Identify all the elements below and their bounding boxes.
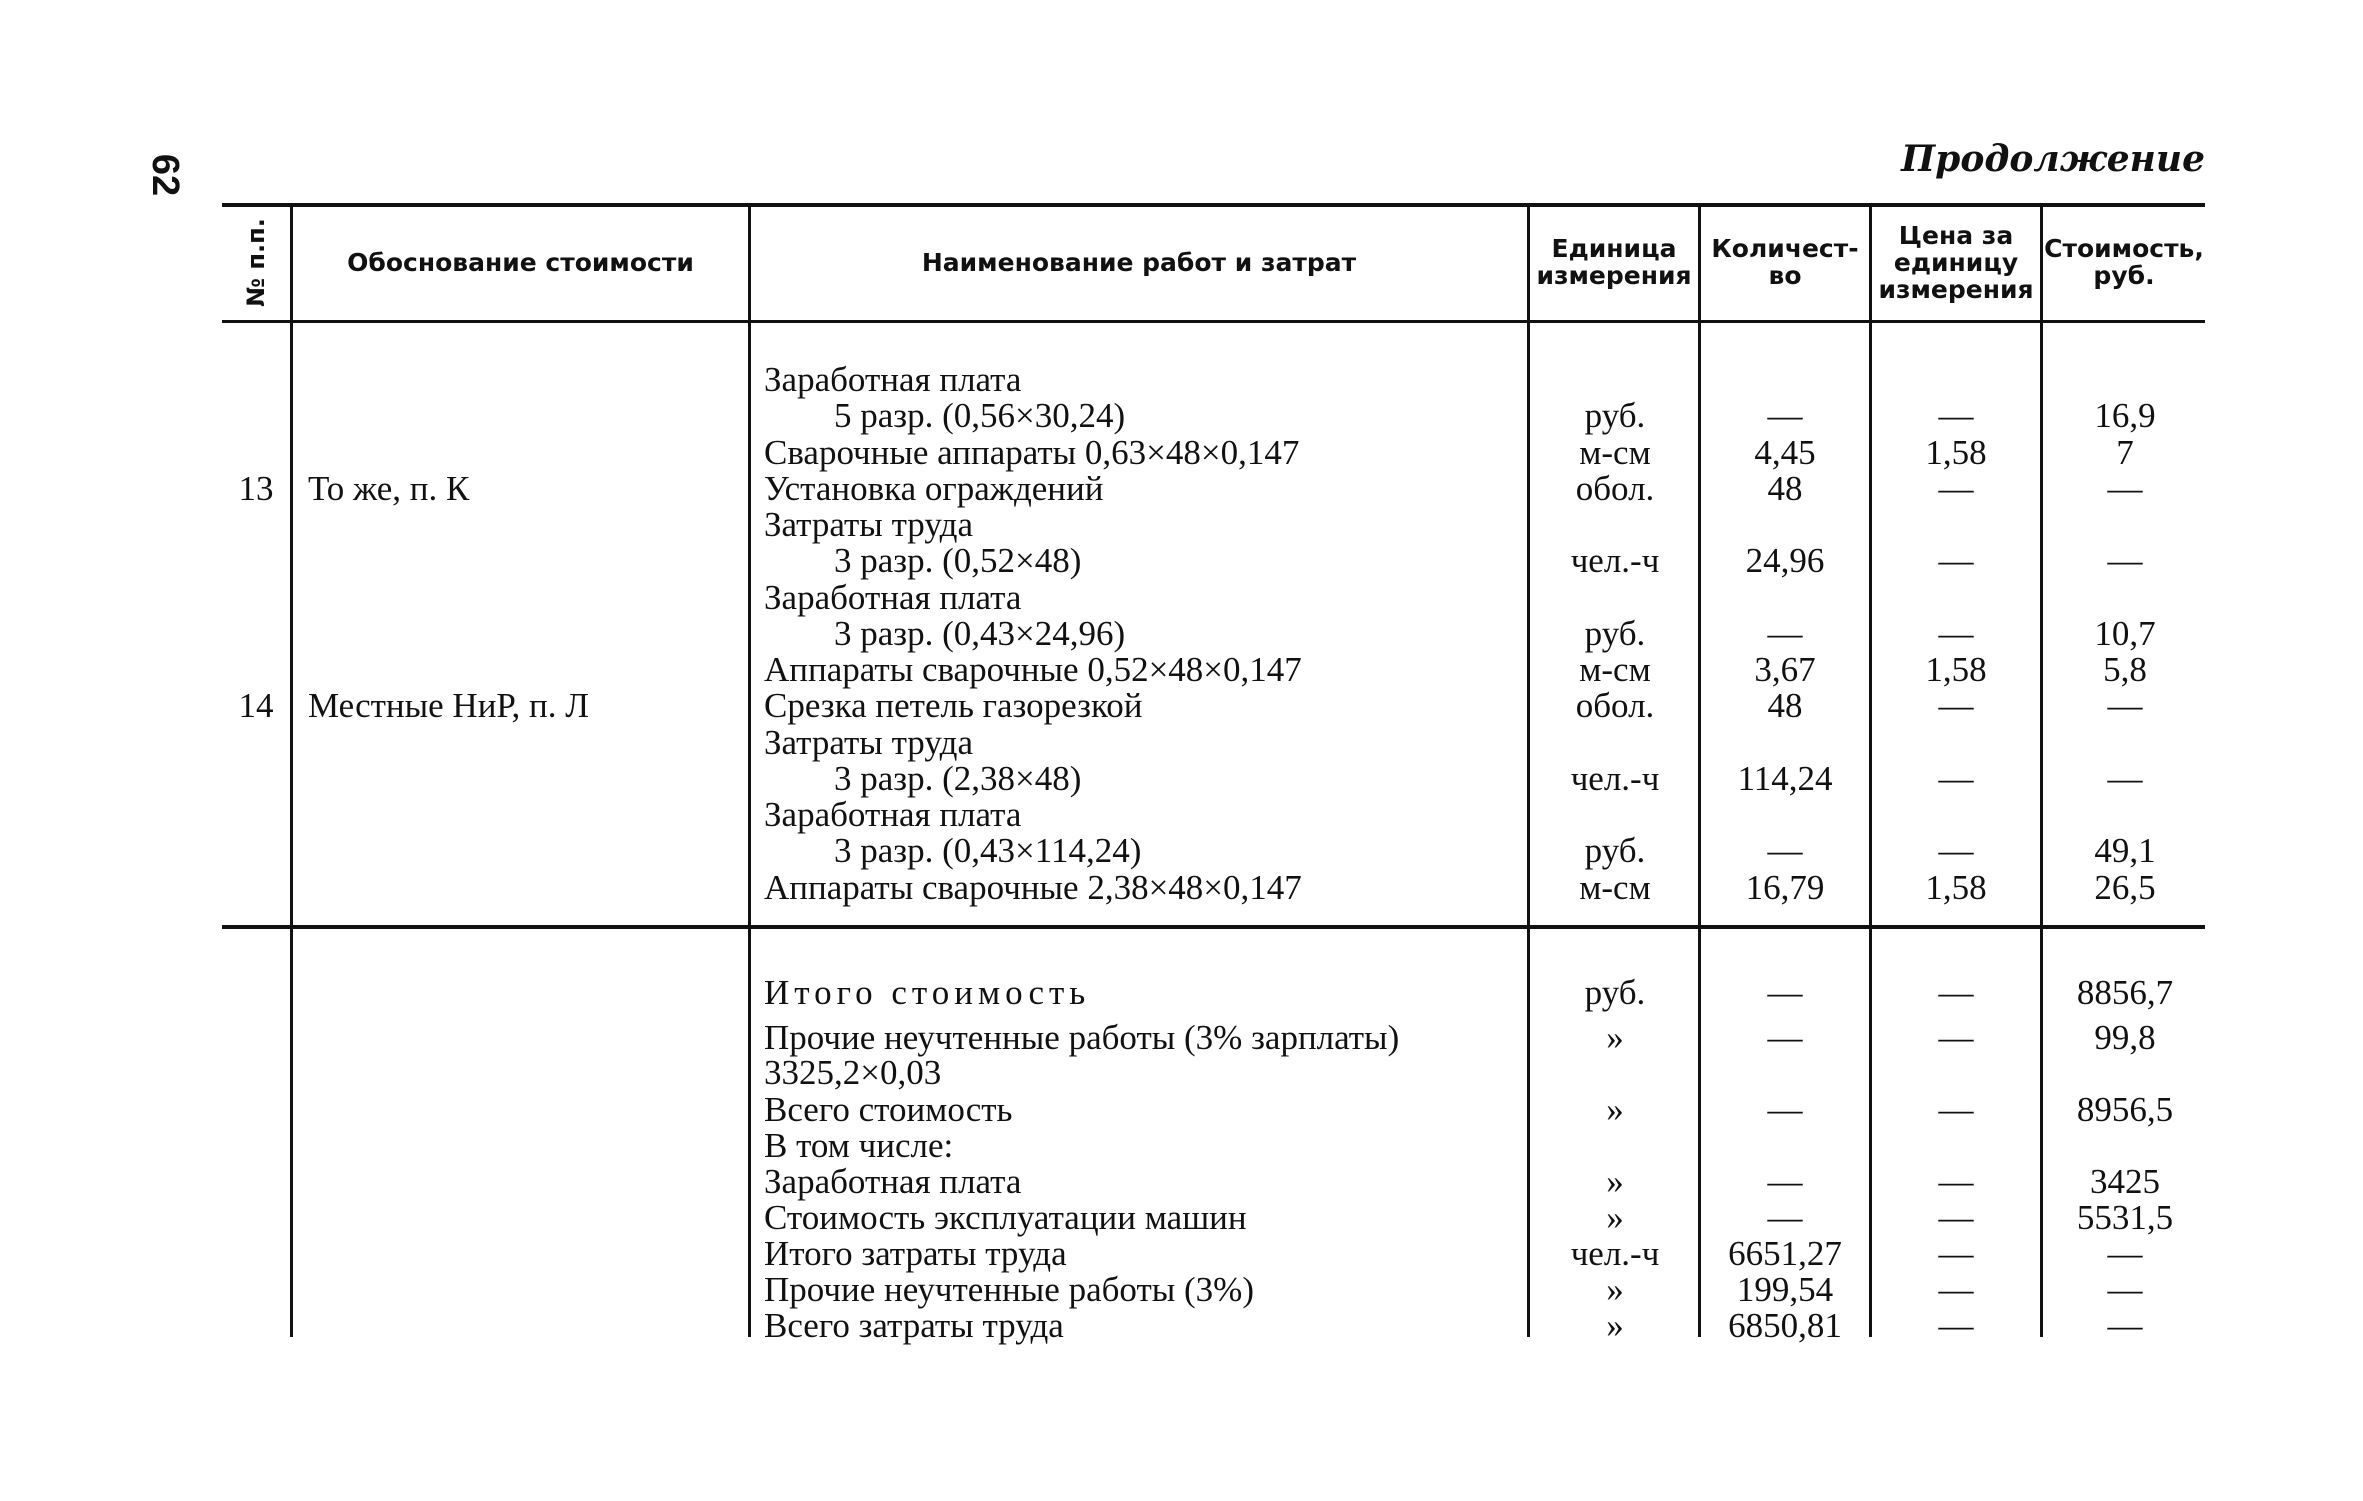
cost: 8856,7 (2076, 973, 2174, 1012)
work-description: Итого затраты труда (764, 1234, 1067, 1273)
unit-price (1875, 362, 2037, 398)
work-description: Установка ограждений (764, 468, 1104, 508)
work-description: Прочие неучтенные работы (3%) (764, 1270, 1254, 1309)
work-description: 3325,2×0,03 (764, 1053, 942, 1092)
work-description: 3 разр. (2,38×48) (834, 758, 1082, 798)
work-description: 3 разр. (0,43×24,96) (834, 613, 1126, 653)
section-divider-rule (222, 925, 2205, 929)
cost: — (2107, 1270, 2143, 1309)
cost: 16,9 (2094, 396, 2156, 436)
work-description: Всего затраты труда (764, 1306, 1064, 1345)
cost: — (2107, 1306, 2143, 1345)
unit-of-measure (1535, 1055, 1695, 1091)
quantity: 3,67 (1754, 650, 1816, 689)
unit-price (1875, 1055, 2037, 1091)
work-description: Заработная плата (764, 795, 1022, 834)
work-description: Стоимость эксплуатации машин (764, 1198, 1247, 1237)
cost: — (2107, 468, 2143, 508)
cost: 5,8 (2103, 650, 2147, 689)
unit-price: — (1938, 973, 1974, 1012)
col-divider (748, 207, 751, 1337)
cost: 3425 (2090, 1162, 2160, 1201)
unit-price: — (1938, 1018, 1974, 1057)
unit-price: — (1938, 613, 1974, 653)
quantity: 48 (1767, 686, 1803, 726)
quantity: 6651,27 (1728, 1234, 1842, 1273)
table-top-rule (222, 203, 2205, 207)
work-description: Заработная плата (764, 360, 1022, 399)
unit-price: — (1938, 1090, 1974, 1129)
unit-price: — (1938, 468, 1974, 508)
quantity (1703, 362, 1867, 398)
unit-of-measure: чел.-ч (1570, 758, 1660, 798)
unit-price: — (1938, 541, 1974, 581)
quantity: — (1767, 973, 1803, 1012)
unit-price: — (1938, 1198, 1974, 1237)
unit-of-measure: м-см (1579, 650, 1651, 689)
cost: — (2107, 758, 2143, 798)
cost: 7 (2116, 432, 2134, 472)
work-description: Сварочные аппараты 0,63×48×0,147 (764, 432, 1300, 472)
cost-basis: Местные НиР, п. Л (308, 686, 589, 726)
quantity: — (1767, 1198, 1803, 1237)
unit-price (1875, 725, 2037, 761)
quantity (1703, 580, 1867, 616)
quantity: 48 (1767, 468, 1803, 508)
unit-of-measure: руб. (1584, 396, 1646, 436)
col-header-price: Цена за единицу измерения (1878, 220, 2034, 304)
col-divider (1869, 207, 1872, 1337)
cost (2045, 1128, 2205, 1164)
work-description: Аппараты сварочные 0,52×48×0,147 (764, 650, 1302, 689)
unit-of-measure: » (1606, 1306, 1624, 1345)
unit-price: — (1938, 831, 1974, 871)
cost (2045, 1055, 2205, 1091)
work-description: В том числе: (764, 1126, 954, 1165)
unit-price (1875, 1128, 2037, 1164)
header-bottom-rule (222, 320, 2205, 323)
quantity: 16,79 (1745, 867, 1825, 907)
unit-price: 1,58 (1925, 432, 1987, 472)
cost: — (2107, 686, 2143, 726)
unit-price: 1,58 (1925, 867, 1987, 907)
unit-of-measure: чел.-ч (1570, 541, 1660, 581)
unit-price: — (1938, 1306, 1974, 1345)
page-number: 62 (144, 153, 187, 197)
cost (2045, 362, 2205, 398)
col-header-unit: Единица измерения (1536, 234, 1692, 290)
quantity: — (1767, 396, 1803, 436)
unit-price (1875, 580, 2037, 616)
unit-of-measure: » (1606, 1018, 1624, 1057)
unit-of-measure (1535, 1128, 1695, 1164)
cost: 8956,5 (2076, 1090, 2174, 1129)
unit-price: — (1938, 1162, 1974, 1201)
cost: 99,8 (2094, 1018, 2156, 1057)
unit-of-measure: » (1606, 1090, 1624, 1129)
quantity: — (1767, 1090, 1803, 1129)
unit-of-measure: » (1606, 1162, 1624, 1201)
col-divider (2040, 207, 2043, 1337)
cost (2045, 725, 2205, 761)
work-description: 3 разр. (0,43×114,24) (834, 831, 1142, 871)
quantity: — (1767, 1018, 1803, 1057)
quantity: 199,54 (1736, 1270, 1834, 1309)
work-description: 5 разр. (0,56×30,24) (834, 396, 1126, 436)
unit-of-measure: обол. (1575, 686, 1655, 726)
work-description: Аппараты сварочные 2,38×48×0,147 (764, 867, 1302, 907)
work-description: Затраты труда (764, 505, 973, 544)
col-header-num: № п.п. (241, 217, 270, 307)
unit-of-measure (1535, 507, 1695, 543)
unit-of-measure: обол. (1575, 468, 1655, 508)
cost (2045, 507, 2205, 543)
work-description: Всего стоимость (764, 1090, 1013, 1129)
col-header-cost: Стоимость, руб. (2044, 234, 2204, 290)
unit-price: — (1938, 1234, 1974, 1273)
unit-of-measure: » (1606, 1270, 1624, 1309)
work-description: Заработная плата (764, 577, 1022, 617)
cost-basis: То же, п. К (308, 468, 470, 508)
work-description: 3 разр. (0,52×48) (834, 541, 1082, 581)
row-number: 13 (238, 468, 274, 508)
unit-of-measure: чел.-ч (1570, 1234, 1660, 1273)
unit-price: — (1938, 1270, 1974, 1309)
col-divider (1527, 207, 1530, 1337)
quantity: — (1767, 613, 1803, 653)
row-number: 14 (238, 686, 274, 726)
quantity: 114,24 (1737, 758, 1833, 798)
quantity: 6850,81 (1728, 1306, 1842, 1345)
col-header-basis: Обоснование стоимости (347, 247, 694, 277)
work-description: Прочие неучтенные работы (3% зарплаты) (764, 1018, 1400, 1057)
unit-of-measure: » (1606, 1198, 1624, 1237)
unit-of-measure: руб. (1584, 613, 1646, 653)
work-description: Заработная плата (764, 1162, 1022, 1201)
unit-of-measure (1535, 580, 1695, 616)
work-description: Итого стоимость (764, 973, 1091, 1012)
cost: 10,7 (2094, 613, 2156, 653)
unit-price (1875, 507, 2037, 543)
quantity (1703, 1128, 1867, 1164)
unit-of-measure: руб. (1584, 973, 1646, 1012)
unit-of-measure: м-см (1579, 432, 1651, 472)
cost (2045, 580, 2205, 616)
quantity (1703, 507, 1867, 543)
col-header-qty: Количест-во (1711, 234, 1859, 290)
unit-of-measure (1535, 725, 1695, 761)
col-divider (1698, 207, 1701, 1337)
unit-of-measure (1535, 362, 1695, 398)
quantity: — (1767, 1162, 1803, 1201)
quantity (1703, 1055, 1867, 1091)
cost: — (2107, 541, 2143, 581)
continuation-label: Продолжение (1901, 138, 2205, 180)
unit-price: — (1938, 758, 1974, 798)
cost: 49,1 (2094, 831, 2156, 871)
cost: 26,5 (2094, 867, 2156, 907)
unit-price: — (1938, 686, 1974, 726)
cost: — (2107, 1234, 2143, 1273)
unit-of-measure: руб. (1584, 831, 1646, 871)
col-header-work: Наименование работ и затрат (921, 247, 1357, 277)
quantity: — (1767, 831, 1803, 871)
unit-price: 1,58 (1925, 650, 1987, 689)
cost: 5531,5 (2076, 1198, 2174, 1237)
quantity (1703, 725, 1867, 761)
unit-price: — (1938, 396, 1974, 436)
unit-of-measure (1535, 797, 1695, 833)
quantity (1703, 797, 1867, 833)
work-description: Срезка петель газорезкой (764, 686, 1143, 726)
col-divider (290, 207, 293, 1337)
quantity: 4,45 (1754, 432, 1816, 472)
work-description: Затраты труда (764, 722, 973, 762)
unit-of-measure: м-см (1579, 867, 1651, 907)
cost (2045, 797, 2205, 833)
unit-price (1875, 797, 2037, 833)
quantity: 24,96 (1745, 541, 1825, 581)
